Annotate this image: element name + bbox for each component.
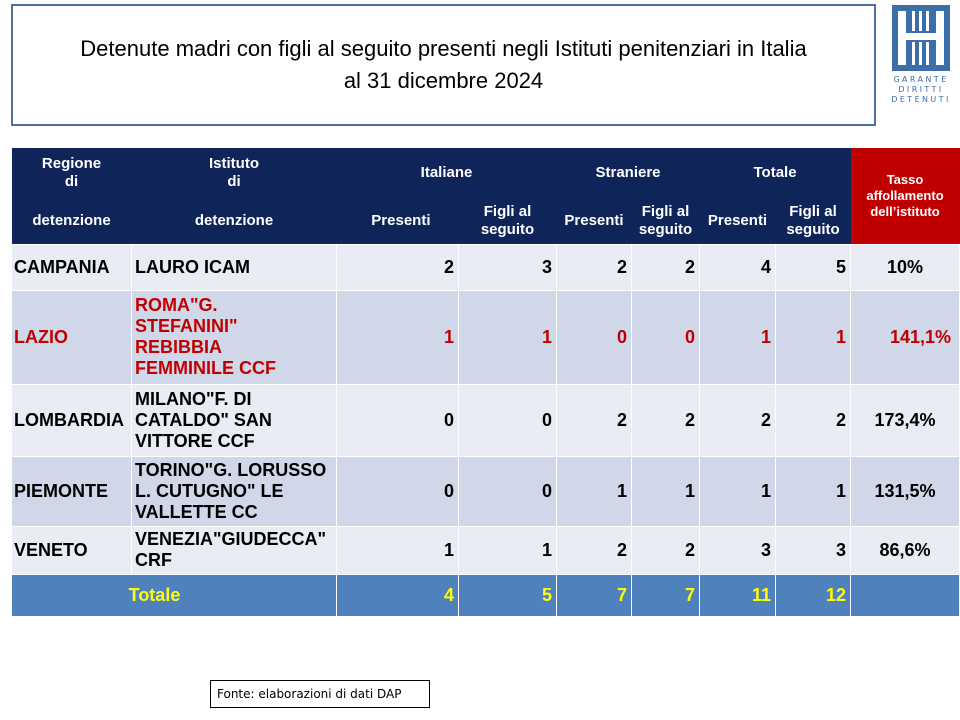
header-totale-presenti: Presenti <box>700 198 776 244</box>
cell-tasso: 10% <box>851 244 960 290</box>
cell-st-figli: 1 <box>632 456 700 526</box>
cell-regione: CAMPANIA <box>12 244 132 290</box>
cell-st-figli: 0 <box>632 290 700 384</box>
cell-it-presenti: 0 <box>337 384 459 456</box>
logo-text-line-2: DIRITTI <box>898 85 944 94</box>
cell-it-figli: 0 <box>459 456 557 526</box>
cell-regione: LOMBARDIA <box>12 384 132 456</box>
cell-st-presenti: 2 <box>557 384 632 456</box>
cell-it-presenti: 1 <box>337 290 459 384</box>
cell-regione: PIEMONTE <box>12 456 132 526</box>
table-row <box>12 456 960 526</box>
cell-istituto: ROMA"G. STEFANINI" REBIBBIA FEMMINILE CCF <box>132 290 337 384</box>
cell-istituto: VENEZIA"GIUDECCA" CRF <box>132 526 337 574</box>
cell-it-presenti: 0 <box>337 456 459 526</box>
header-tasso: Tasso affollamento dell’istituto <box>851 148 960 244</box>
title-line-2: al 31 dicembre 2024 <box>343 68 544 93</box>
header-straniere: Straniere <box>557 148 700 198</box>
cell-regione: LAZIO <box>12 290 132 384</box>
cell-st-presenti: 0 <box>557 290 632 384</box>
table-row <box>12 290 960 384</box>
table-total-row <box>12 574 960 616</box>
cell-tot-figli: 1 <box>776 290 851 384</box>
cell-st-presenti: 1 <box>557 456 632 526</box>
cell-st-presenti: 2 <box>557 526 632 574</box>
cell-regione: VENETO <box>12 526 132 574</box>
source-note: Fonte: elaborazioni di dati DAP <box>210 680 430 708</box>
title-line-1: Detenute madri con figli al seguito presenti negli Istituti penitenziari in Italia <box>80 36 807 61</box>
cell-tot-presenti: 4 <box>700 244 776 290</box>
cell-st-presenti: 2 <box>557 244 632 290</box>
cell-istituto: LAURO ICAM <box>132 244 337 290</box>
table-row <box>12 526 960 574</box>
cell-total-tot-presenti: 11 <box>700 574 776 616</box>
cell-it-figli: 1 <box>459 290 557 384</box>
cell-total-tasso <box>851 574 960 616</box>
cell-tot-presenti: 1 <box>700 290 776 384</box>
header-italiane-presenti: Presenti <box>337 198 459 244</box>
cell-tasso: 131,5% <box>851 456 960 526</box>
cell-it-figli: 3 <box>459 244 557 290</box>
cell-it-figli: 1 <box>459 526 557 574</box>
garante-logo-icon <box>892 5 950 71</box>
cell-tot-figli: 2 <box>776 384 851 456</box>
cell-tot-presenti: 2 <box>700 384 776 456</box>
header-straniere-figli: Figli al seguito <box>632 198 700 244</box>
cell-total-it-presenti: 4 <box>337 574 459 616</box>
header-italiane: Italiane <box>337 148 557 198</box>
cell-total-st-presenti: 7 <box>557 574 632 616</box>
garante-logo <box>884 5 958 109</box>
cell-it-figli: 0 <box>459 384 557 456</box>
header-straniere-presenti: Presenti <box>557 198 632 244</box>
cell-total-tot-figli: 12 <box>776 574 851 616</box>
cell-it-presenti: 2 <box>337 244 459 290</box>
cell-st-figli: 2 <box>632 384 700 456</box>
table-row <box>12 384 960 456</box>
cell-tasso: 173,4% <box>851 384 960 456</box>
cell-istituto: MILANO"F. DI CATALDO" SAN VITTORE CCF <box>132 384 337 456</box>
cell-tasso: 141,1% <box>851 290 960 384</box>
detenute-table <box>11 148 960 617</box>
cell-it-presenti: 1 <box>337 526 459 574</box>
logo-text-line-1: GARANTE <box>893 75 949 84</box>
cell-tasso: 86,6% <box>851 526 960 574</box>
header-italiane-figli: Figli al seguito <box>459 198 557 244</box>
cell-total-it-figli: 5 <box>459 574 557 616</box>
cell-tot-figli: 3 <box>776 526 851 574</box>
header-totale: Totale <box>700 148 851 198</box>
table-row <box>12 244 960 290</box>
cell-tot-presenti: 3 <box>700 526 776 574</box>
cell-tot-presenti: 1 <box>700 456 776 526</box>
logo-text-line-3: DETENUTI <box>891 95 951 104</box>
cell-tot-figli: 1 <box>776 456 851 526</box>
slide-title <box>11 4 876 126</box>
header-istituto: Istituto di <box>132 148 337 198</box>
cell-totale-label: Totale <box>12 574 337 616</box>
cell-tot-figli: 5 <box>776 244 851 290</box>
header-regione-detenzione: detenzione <box>12 198 132 244</box>
cell-st-figli: 2 <box>632 244 700 290</box>
header-regione: Regione di <box>12 148 132 198</box>
cell-total-st-figli: 7 <box>632 574 700 616</box>
header-totale-figli: Figli al seguito <box>776 198 851 244</box>
cell-st-figli: 2 <box>632 526 700 574</box>
header-istituto-detenzione: detenzione <box>132 198 337 244</box>
cell-istituto: TORINO"G. LORUSSO L. CUTUGNO" LE VALLETTE CC <box>132 456 337 526</box>
